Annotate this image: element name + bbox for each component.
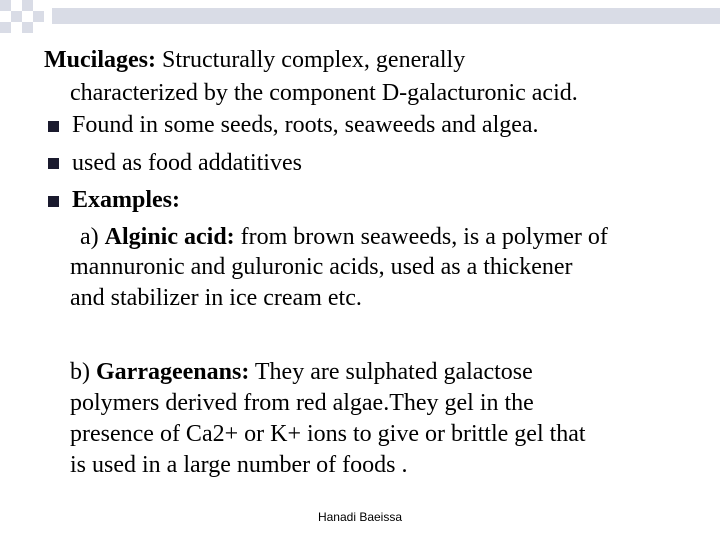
- example-a-text: from brown seaweeds, is a polymer of: [240, 224, 608, 250]
- bullet-square-icon: [48, 196, 59, 207]
- corner-square: [33, 11, 44, 22]
- example-b-term: Garrageenans:: [96, 359, 250, 385]
- example-a-prefix: a): [80, 224, 99, 250]
- example-b-line3: presence of Ca2+ or K+ ions to give or brittle gel that: [70, 421, 586, 447]
- corner-square: [22, 0, 33, 11]
- bullet-square-icon: [48, 121, 59, 132]
- examples-label: Examples:: [72, 187, 180, 213]
- header-bar: [52, 8, 720, 24]
- heading-continuation: characterized by the component D-galacturonic acid.: [70, 80, 578, 106]
- example-b-text: They are sulphated galactose: [254, 359, 533, 385]
- heading-text: Structurally complex, generally: [161, 47, 466, 73]
- example-a-line1: [80, 222, 608, 252]
- corner-square: [0, 22, 11, 33]
- bullet-square-icon: [48, 158, 59, 169]
- bullet-text: Found in some seeds, roots, seaweeds and algea.: [72, 112, 539, 138]
- example-b-line4: is used in a large number of foods .: [70, 452, 408, 478]
- example-b-prefix: b): [70, 359, 90, 385]
- heading-term: Mucilages:: [44, 47, 156, 73]
- example-a-line3: and stabilizer in ice cream etc.: [70, 285, 362, 311]
- corner-square: [11, 11, 22, 22]
- corner-decoration: [0, 0, 60, 40]
- heading-line: [44, 45, 465, 75]
- example-b-line1: [70, 357, 533, 387]
- example-a-line2: mannuronic and guluronic acids, used as a thickener: [70, 254, 573, 280]
- corner-square: [22, 22, 33, 33]
- example-a-term: Alginic acid:: [104, 224, 235, 250]
- footer-author: Hanadi Baeissa: [317, 510, 403, 524]
- example-b-line2: polymers derived from red algae.They gel in the: [70, 390, 534, 416]
- corner-square: [0, 0, 11, 11]
- bullet-text: used as food addatitives: [72, 150, 302, 176]
